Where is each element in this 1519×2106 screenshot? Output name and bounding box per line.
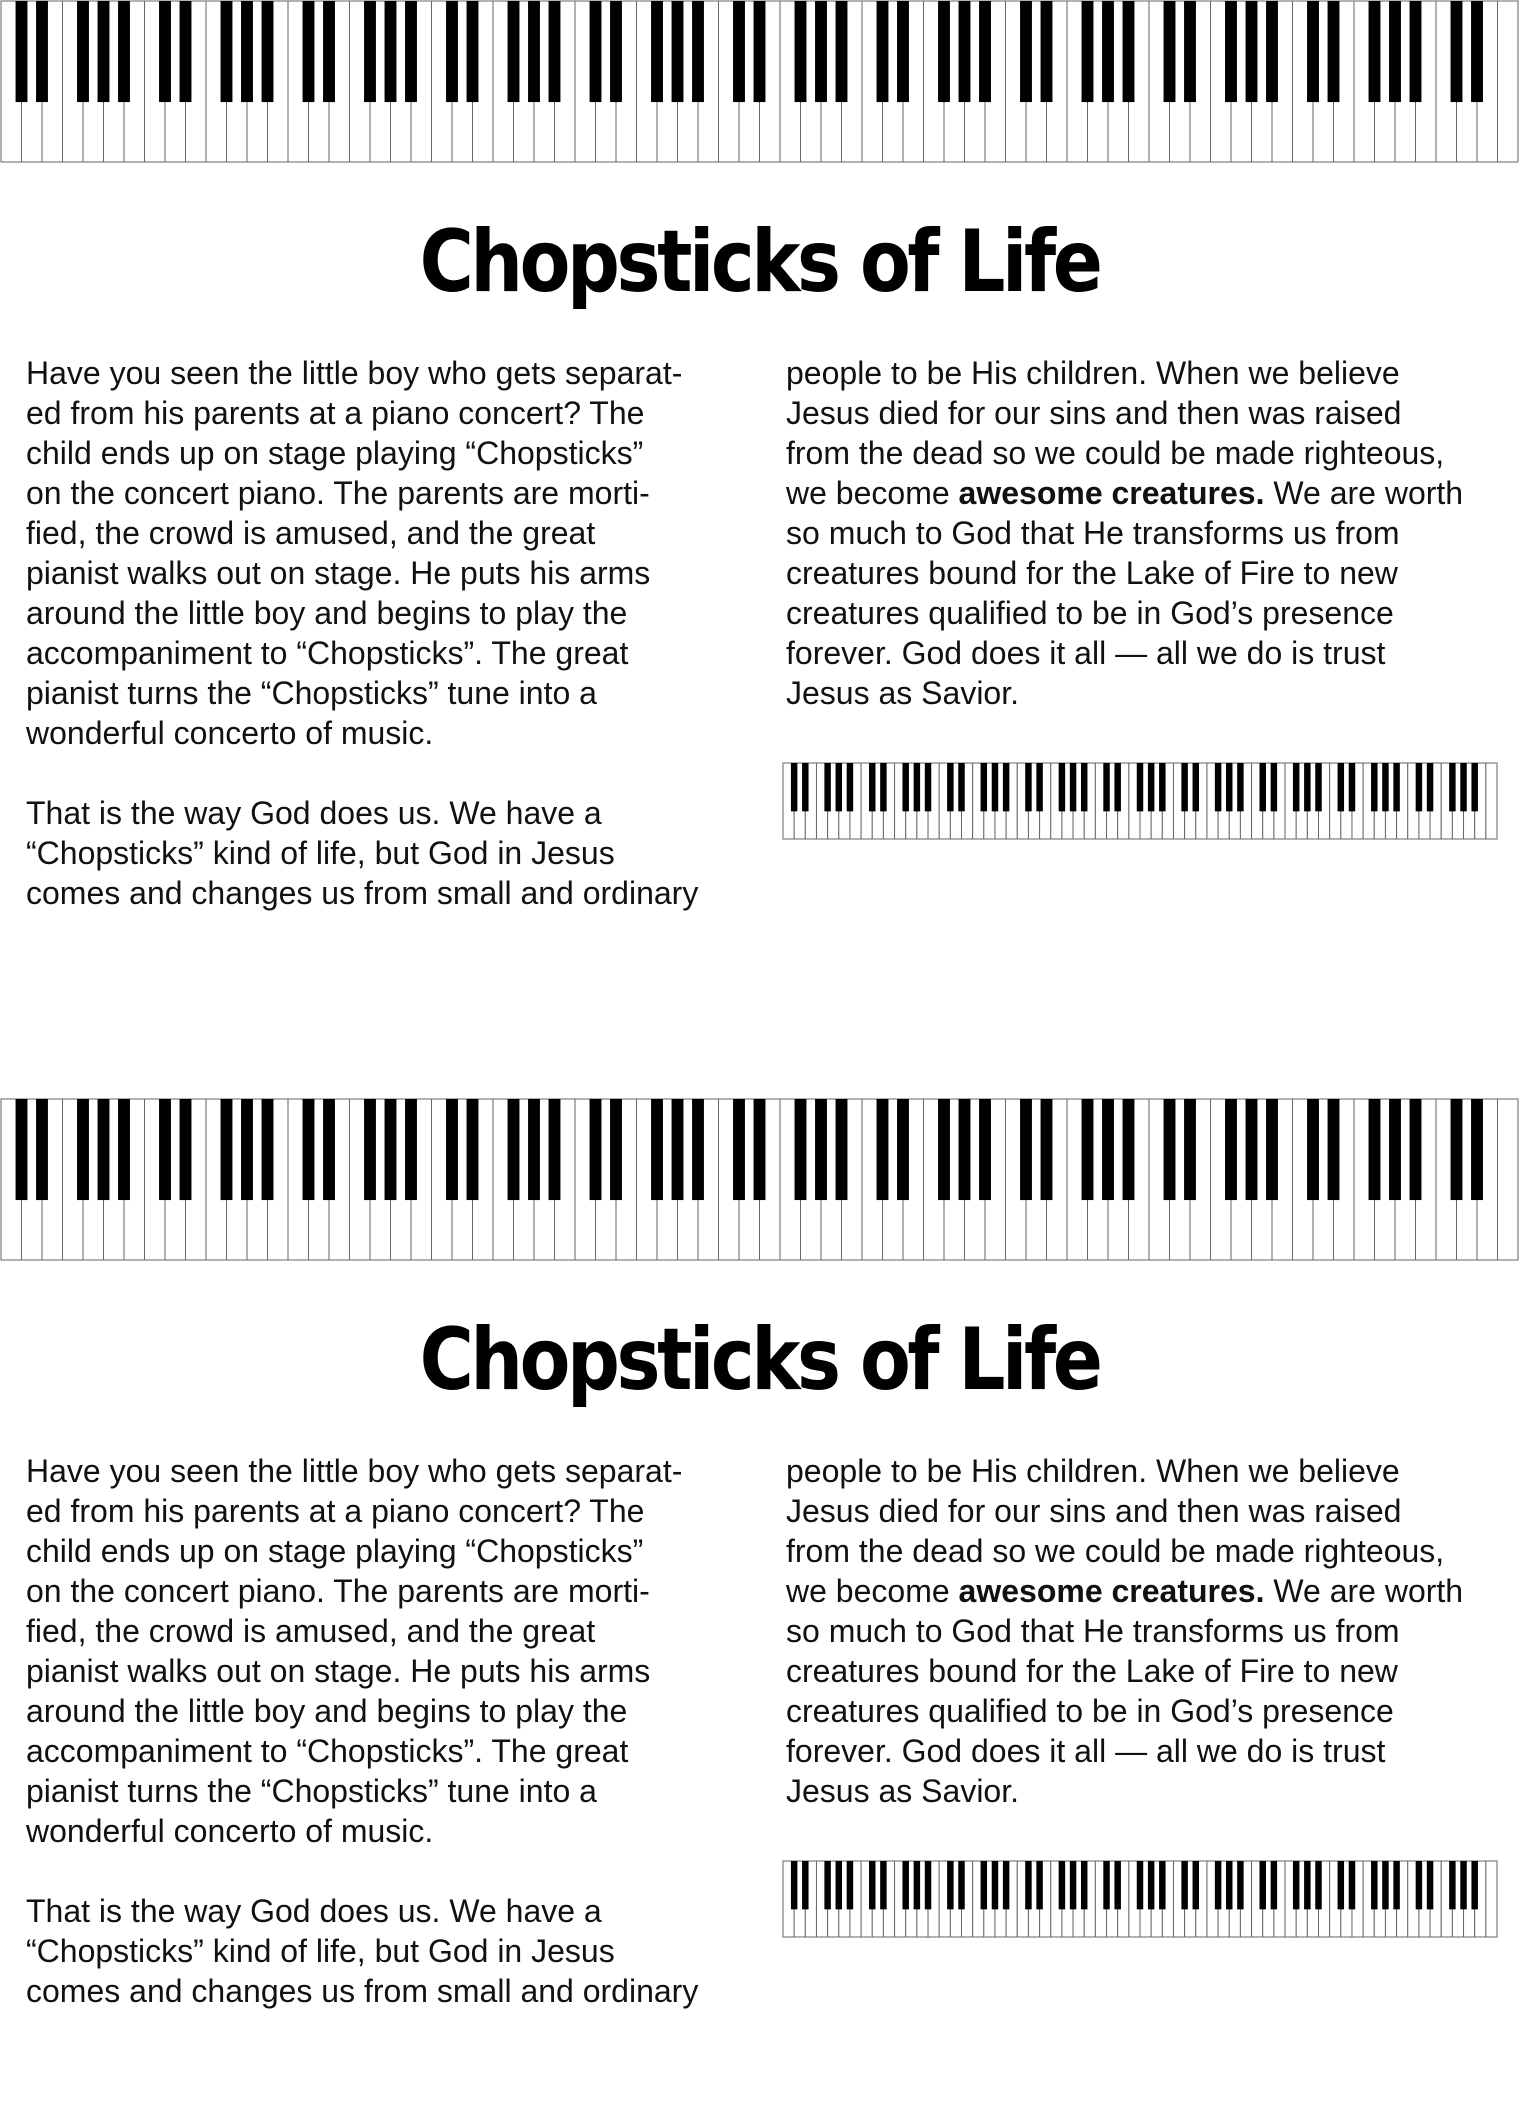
- black-key: [1081, 1861, 1087, 1909]
- black-key: [1103, 1861, 1109, 1909]
- black-key: [1041, 1, 1053, 102]
- black-key: [1471, 763, 1477, 811]
- black-key: [979, 1, 991, 102]
- black-key: [405, 1099, 417, 1200]
- black-key: [880, 1861, 886, 1909]
- black-key: [795, 1, 807, 102]
- black-key: [1137, 1861, 1143, 1909]
- black-key: [992, 763, 998, 811]
- black-key: [1184, 1, 1196, 102]
- black-key: [938, 1099, 950, 1200]
- black-key: [1266, 1099, 1278, 1200]
- black-key: [1070, 763, 1076, 811]
- black-key: [754, 1099, 766, 1200]
- black-key: [1102, 1099, 1114, 1200]
- black-key: [1369, 1, 1381, 102]
- black-key: [16, 1, 28, 102]
- black-key: [1449, 763, 1455, 811]
- black-key: [836, 1861, 842, 1909]
- black-key: [992, 1861, 998, 1909]
- black-key: [947, 763, 953, 811]
- black-key: [902, 763, 908, 811]
- black-key: [1307, 1, 1319, 102]
- black-key: [1246, 1, 1258, 102]
- black-key: [1193, 1861, 1199, 1909]
- right-column: [786, 353, 1506, 713]
- black-key: [1181, 1861, 1187, 1909]
- text-span: We are worth so much to God that He transforms us from creatures bound for the Lake of Fire to new creatures qualified to be in God’s presence forever. God does it all — all we do is trust Jesus as Savior.: [786, 475, 1464, 711]
- black-key: [1164, 1, 1176, 102]
- black-key: [1215, 1861, 1221, 1909]
- black-key: [1416, 763, 1422, 811]
- black-key: [118, 1099, 130, 1200]
- black-key: [1246, 1099, 1258, 1200]
- black-key: [815, 1, 827, 102]
- black-key: [1460, 763, 1466, 811]
- black-key: [1328, 1099, 1340, 1200]
- black-key: [1451, 1, 1463, 102]
- black-key: [1449, 1861, 1455, 1909]
- black-key: [1020, 1099, 1032, 1200]
- black-key: [1271, 1861, 1277, 1909]
- black-key: [1159, 1861, 1165, 1909]
- bookmark-card-bottom: [0, 1098, 1519, 2106]
- black-key: [847, 763, 853, 811]
- black-key: [98, 1099, 110, 1200]
- black-key: [1226, 763, 1232, 811]
- paragraph: That is the way God does us. We have a “Chopsticks” kind of life, but God in Jesus comes and changes us from small and ordinary: [26, 795, 699, 911]
- black-key: [1382, 1861, 1388, 1909]
- black-key: [1271, 763, 1277, 811]
- black-key: [323, 1099, 335, 1200]
- black-key: [869, 1861, 875, 1909]
- black-key: [508, 1099, 520, 1200]
- paragraph: Have you seen the little boy who gets separat- ed from his parents at a piano concert? The child ends up on stage playing “Chopsticks” on the concert piano. The parents are morti- fied, the crowd is amused, and the great pianist walks out on stage. He puts his arms around the little boy and begins to play the accompaniment to “Chopsticks”. The great pianist turns the “Chopsticks” tune into a wonderful concerto of music.: [26, 355, 683, 751]
- black-key: [77, 1099, 89, 1200]
- black-key: [1382, 763, 1388, 811]
- black-key: [1451, 1099, 1463, 1200]
- black-key: [1103, 763, 1109, 811]
- black-key: [1159, 763, 1165, 811]
- black-key: [877, 1, 889, 102]
- black-key: [303, 1, 315, 102]
- black-key: [1307, 1099, 1319, 1200]
- black-key: [1389, 1, 1401, 102]
- black-key: [1338, 763, 1344, 811]
- black-key: [1237, 763, 1243, 811]
- black-key: [1114, 1861, 1120, 1909]
- black-key: [1471, 1, 1483, 102]
- black-key: [733, 1, 745, 102]
- black-key: [1081, 763, 1087, 811]
- piano-keyboard-icon: [782, 762, 1498, 840]
- black-key: [36, 1, 48, 102]
- black-key: [241, 1, 253, 102]
- bold-phrase: awesome creatures.: [958, 1573, 1265, 1609]
- text-span: people to be His children. When we believe Jesus died for our sins and then was raised from the dead so we could be made righteous, we become: [786, 1453, 1445, 1609]
- black-key: [815, 1099, 827, 1200]
- black-key: [1410, 1, 1422, 102]
- black-key: [914, 1861, 920, 1909]
- black-key: [1471, 1861, 1477, 1909]
- black-key: [1237, 1861, 1243, 1909]
- black-key: [610, 1, 622, 102]
- black-key: [385, 1, 397, 102]
- card-title: Chopsticks of Life: [419, 1310, 1100, 1410]
- black-key: [323, 1, 335, 102]
- black-key: [824, 763, 830, 811]
- black-key: [180, 1, 192, 102]
- black-key: [1369, 1099, 1381, 1200]
- right-column: [786, 1451, 1506, 1811]
- black-key: [385, 1099, 397, 1200]
- black-key: [1184, 1099, 1196, 1200]
- black-key: [1338, 1861, 1344, 1909]
- black-key: [959, 1099, 971, 1200]
- bookmark-card-top: [0, 0, 1519, 1008]
- black-key: [180, 1099, 192, 1200]
- black-key: [1082, 1, 1094, 102]
- black-key: [938, 1, 950, 102]
- black-key: [979, 1099, 991, 1200]
- black-key: [959, 1, 971, 102]
- black-key: [651, 1, 663, 102]
- black-key: [1164, 1099, 1176, 1200]
- black-key: [1460, 1861, 1466, 1909]
- black-key: [754, 1, 766, 102]
- black-key: [590, 1, 602, 102]
- black-key: [1259, 1861, 1265, 1909]
- left-column: [26, 1451, 756, 2011]
- black-key: [1393, 1861, 1399, 1909]
- black-key: [159, 1, 171, 102]
- black-key: [836, 1, 848, 102]
- black-key: [1471, 1099, 1483, 1200]
- black-key: [692, 1, 704, 102]
- black-key: [118, 1, 130, 102]
- black-key: [159, 1099, 171, 1200]
- bold-phrase: awesome creatures.: [958, 475, 1265, 511]
- black-key: [1393, 763, 1399, 811]
- black-key: [528, 1099, 540, 1200]
- white-key: [1498, 1, 1519, 162]
- black-key: [1123, 1099, 1135, 1200]
- black-key: [241, 1099, 253, 1200]
- black-key: [262, 1099, 274, 1200]
- black-key: [1371, 1861, 1377, 1909]
- black-key: [98, 1, 110, 102]
- black-key: [221, 1099, 233, 1200]
- black-key: [1114, 763, 1120, 811]
- black-key: [869, 763, 875, 811]
- black-key: [1349, 763, 1355, 811]
- black-key: [549, 1, 561, 102]
- black-key: [1025, 1861, 1031, 1909]
- black-key: [262, 1, 274, 102]
- black-key: [1059, 763, 1065, 811]
- black-key: [1003, 1861, 1009, 1909]
- black-key: [1148, 1861, 1154, 1909]
- black-key: [880, 763, 886, 811]
- black-key: [1181, 763, 1187, 811]
- black-key: [1315, 763, 1321, 811]
- text-span: people to be His children. When we believe Jesus died for our sins and then was raised from the dead so we could be made righteous, we become: [786, 355, 1445, 511]
- black-key: [1410, 1099, 1422, 1200]
- black-key: [16, 1099, 28, 1200]
- text-span: We are worth so much to God that He transforms us from creatures bound for the Lake of Fire to new creatures qualified to be in God’s presence forever. God does it all — all we do is trust Jesus as Savior.: [786, 1573, 1464, 1809]
- black-key: [958, 1861, 964, 1909]
- black-key: [1349, 1861, 1355, 1909]
- black-key: [1025, 763, 1031, 811]
- black-key: [1328, 1, 1340, 102]
- black-key: [364, 1, 376, 102]
- black-key: [1315, 1861, 1321, 1909]
- black-key: [897, 1099, 909, 1200]
- black-key: [925, 1861, 931, 1909]
- black-key: [590, 1099, 602, 1200]
- black-key: [467, 1, 479, 102]
- paragraph: That is the way God does us. We have a “Chopsticks” kind of life, but God in Jesus comes and changes us from small and ordinary: [26, 1893, 699, 2009]
- black-key: [1036, 763, 1042, 811]
- black-key: [958, 763, 964, 811]
- black-key: [1389, 1099, 1401, 1200]
- black-key: [981, 763, 987, 811]
- black-key: [1137, 763, 1143, 811]
- black-key: [795, 1099, 807, 1200]
- black-key: [1041, 1099, 1053, 1200]
- black-key: [1225, 1099, 1237, 1200]
- paragraph: [786, 353, 1506, 713]
- black-key: [528, 1, 540, 102]
- black-key: [651, 1099, 663, 1200]
- black-key: [1371, 763, 1377, 811]
- white-key: [1498, 1099, 1519, 1260]
- black-key: [791, 763, 797, 811]
- black-key: [1427, 1861, 1433, 1909]
- black-key: [1193, 763, 1199, 811]
- black-key: [692, 1099, 704, 1200]
- left-column: [26, 353, 756, 913]
- black-key: [467, 1099, 479, 1200]
- black-key: [847, 1861, 853, 1909]
- black-key: [1293, 1861, 1299, 1909]
- black-key: [1304, 763, 1310, 811]
- black-key: [1070, 1861, 1076, 1909]
- black-key: [925, 763, 931, 811]
- black-key: [405, 1, 417, 102]
- black-key: [1427, 763, 1433, 811]
- black-key: [897, 1, 909, 102]
- black-key: [824, 1861, 830, 1909]
- black-key: [1225, 1, 1237, 102]
- black-key: [303, 1099, 315, 1200]
- black-key: [77, 1, 89, 102]
- black-key: [1059, 1861, 1065, 1909]
- black-key: [836, 763, 842, 811]
- paragraph: Have you seen the little boy who gets separat- ed from his parents at a piano concert? The child ends up on stage playing “Chopsticks” on the concert piano. The parents are morti- fied, the crowd is amused, and the great pianist walks out on stage. He puts his arms around the little boy and begins to play the accompaniment to “Chopsticks”. The great pianist turns the “Chopsticks” tune into a wonderful concerto of music.: [26, 1453, 683, 1849]
- black-key: [1266, 1, 1278, 102]
- black-key: [1148, 763, 1154, 811]
- black-key: [902, 1861, 908, 1909]
- black-key: [1259, 763, 1265, 811]
- black-key: [221, 1, 233, 102]
- black-key: [981, 1861, 987, 1909]
- white-key: [1486, 763, 1497, 839]
- black-key: [1304, 1861, 1310, 1909]
- black-key: [877, 1099, 889, 1200]
- piano-keyboard-icon: [782, 1860, 1498, 1938]
- black-key: [1082, 1099, 1094, 1200]
- black-key: [446, 1, 458, 102]
- black-key: [549, 1099, 561, 1200]
- black-key: [1293, 763, 1299, 811]
- black-key: [672, 1, 684, 102]
- black-key: [791, 1861, 797, 1909]
- black-key: [802, 763, 808, 811]
- paragraph: [786, 1451, 1506, 1811]
- black-key: [947, 1861, 953, 1909]
- black-key: [1003, 763, 1009, 811]
- piano-keyboard-icon: [0, 1098, 1519, 1261]
- black-key: [802, 1861, 808, 1909]
- black-key: [1020, 1, 1032, 102]
- black-key: [733, 1099, 745, 1200]
- black-key: [1123, 1, 1135, 102]
- white-key: [1486, 1861, 1497, 1937]
- black-key: [836, 1099, 848, 1200]
- black-key: [1416, 1861, 1422, 1909]
- black-key: [446, 1099, 458, 1200]
- black-key: [1036, 1861, 1042, 1909]
- black-key: [1226, 1861, 1232, 1909]
- black-key: [508, 1, 520, 102]
- black-key: [36, 1099, 48, 1200]
- piano-keyboard-icon: [0, 0, 1519, 163]
- black-key: [672, 1099, 684, 1200]
- card-title: Chopsticks of Life: [419, 212, 1100, 312]
- black-key: [610, 1099, 622, 1200]
- black-key: [914, 763, 920, 811]
- black-key: [1215, 763, 1221, 811]
- black-key: [364, 1099, 376, 1200]
- black-key: [1102, 1, 1114, 102]
